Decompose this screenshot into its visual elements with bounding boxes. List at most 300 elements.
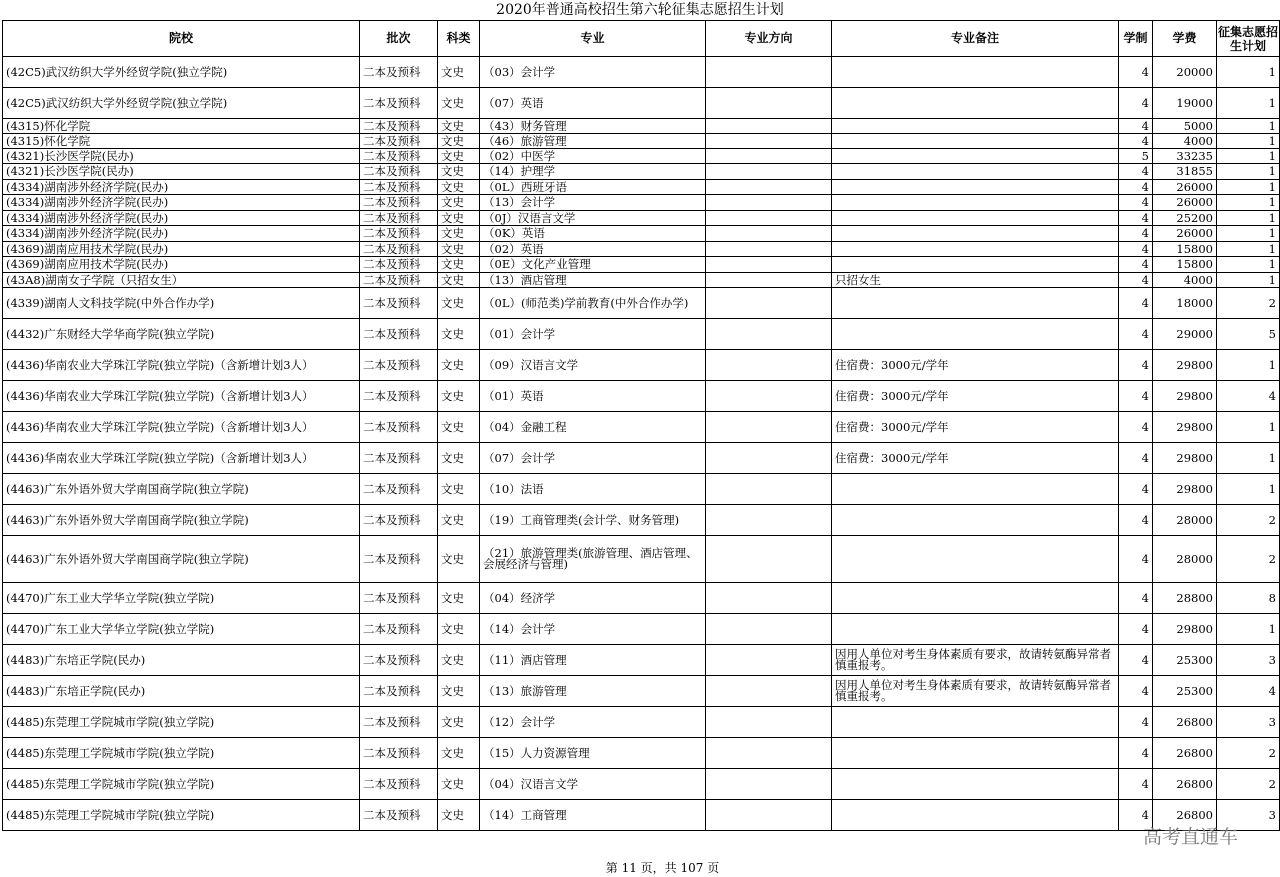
note-cell (832, 180, 1119, 195)
note-cell (832, 88, 1119, 119)
batch-cell: 二本及预科 (360, 738, 438, 769)
note-cell (832, 800, 1119, 831)
subject-cell: 文史 (438, 505, 480, 536)
header-school: 院校 (3, 21, 360, 57)
major-cell: （46）旅游管理 (480, 134, 706, 149)
batch-cell: 二本及预科 (360, 288, 438, 319)
major-cell: （14）工商管理 (480, 800, 706, 831)
plan-cell: 2 (1217, 738, 1280, 769)
subject-cell: 文史 (438, 738, 480, 769)
years-cell: 4 (1119, 381, 1153, 412)
direction-cell (706, 412, 832, 443)
table-row (3, 257, 1280, 273)
plan-cell: 1 (1217, 88, 1280, 119)
major-cell: （13）会计学 (480, 195, 706, 211)
school-cell: (4334)湖南涉外经济学院(民办) (3, 180, 360, 195)
fee-cell: 28000 (1153, 536, 1217, 583)
years-cell: 4 (1119, 676, 1153, 707)
plan-cell: 8 (1217, 583, 1280, 614)
major-cell: （04）经济学 (480, 583, 706, 614)
table-row (3, 134, 1280, 149)
note-cell: 因用人单位对考生身体素质有要求，故请转氨酶异常者慎重报考。 (832, 645, 1119, 676)
note-cell (832, 614, 1119, 645)
batch-cell: 二本及预科 (360, 164, 438, 180)
batch-cell: 二本及预科 (360, 676, 438, 707)
major-cell: （01）英语 (480, 381, 706, 412)
plan-cell: 1 (1217, 273, 1280, 288)
fee-cell: 31855 (1153, 164, 1217, 180)
school-cell: (4436)华南农业大学珠江学院(独立学院)（含新增计划3人） (3, 412, 360, 443)
direction-cell (706, 800, 832, 831)
school-cell: (4485)东莞理工学院城市学院(独立学院) (3, 769, 360, 800)
table-row (3, 164, 1280, 180)
subject-cell: 文史 (438, 474, 480, 505)
years-cell: 4 (1119, 350, 1153, 381)
subject-cell: 文史 (438, 88, 480, 119)
school-cell: (4369)湖南应用技术学院(民办) (3, 257, 360, 273)
direction-cell (706, 242, 832, 257)
batch-cell: 二本及预科 (360, 195, 438, 211)
subject-cell: 文史 (438, 676, 480, 707)
batch-cell: 二本及预科 (360, 769, 438, 800)
years-cell: 4 (1119, 242, 1153, 257)
fee-cell: 25200 (1153, 211, 1217, 226)
subject-cell: 文史 (438, 350, 480, 381)
major-cell: （19）工商管理类(会计学、财务管理) (480, 505, 706, 536)
table-row (3, 288, 1280, 319)
fee-cell: 29800 (1153, 474, 1217, 505)
years-cell: 4 (1119, 273, 1153, 288)
years-cell: 4 (1119, 257, 1153, 273)
batch-cell: 二本及预科 (360, 412, 438, 443)
years-cell: 4 (1119, 738, 1153, 769)
batch-cell: 二本及预科 (360, 614, 438, 645)
plan-cell: 4 (1217, 381, 1280, 412)
note-cell: 住宿费：3000元/学年 (832, 381, 1119, 412)
subject-cell: 文史 (438, 226, 480, 242)
plan-cell: 2 (1217, 288, 1280, 319)
table-row (3, 412, 1280, 443)
table-row (3, 676, 1280, 707)
note-cell: 住宿费：3000元/学年 (832, 350, 1119, 381)
note-cell (832, 164, 1119, 180)
major-cell: （14）会计学 (480, 614, 706, 645)
years-cell: 4 (1119, 474, 1153, 505)
fee-cell: 29800 (1153, 614, 1217, 645)
plan-cell: 1 (1217, 119, 1280, 134)
fee-cell: 29800 (1153, 412, 1217, 443)
table-row (3, 88, 1280, 119)
header-years: 学制 (1119, 21, 1153, 57)
years-cell: 4 (1119, 707, 1153, 738)
batch-cell: 二本及预科 (360, 134, 438, 149)
note-cell (832, 505, 1119, 536)
batch-cell: 二本及预科 (360, 707, 438, 738)
major-cell: （10）法语 (480, 474, 706, 505)
fee-cell: 15800 (1153, 242, 1217, 257)
batch-cell: 二本及预科 (360, 119, 438, 134)
major-cell: （04）金融工程 (480, 412, 706, 443)
direction-cell (706, 707, 832, 738)
subject-cell: 文史 (438, 645, 480, 676)
years-cell: 4 (1119, 614, 1153, 645)
subject-cell: 文史 (438, 273, 480, 288)
major-cell: （09）汉语言文学 (480, 350, 706, 381)
subject-cell: 文史 (438, 707, 480, 738)
batch-cell: 二本及预科 (360, 350, 438, 381)
note-cell: 因用人单位对考生身体素质有要求，故请转氨酶异常者慎重报考。 (832, 676, 1119, 707)
header-direction: 专业方向 (706, 21, 832, 57)
direction-cell (706, 288, 832, 319)
school-cell: (4485)东莞理工学院城市学院(独立学院) (3, 707, 360, 738)
note-cell (832, 226, 1119, 242)
years-cell: 4 (1119, 57, 1153, 88)
page-footer: 第 11 页，共 107 页 (605, 861, 720, 875)
direction-cell (706, 211, 832, 226)
table-body (3, 57, 1280, 831)
subject-cell: 文史 (438, 614, 480, 645)
batch-cell: 二本及预科 (360, 57, 438, 88)
years-cell: 4 (1119, 645, 1153, 676)
subject-cell: 文史 (438, 257, 480, 273)
watermark: 高考直通车 (1143, 826, 1239, 848)
batch-cell: 二本及预科 (360, 474, 438, 505)
fee-cell: 25300 (1153, 676, 1217, 707)
major-cell: （0L）西班牙语 (480, 180, 706, 195)
major-cell: （0J）汉语言文学 (480, 211, 706, 226)
subject-cell: 文史 (438, 536, 480, 583)
table-row (3, 443, 1280, 474)
fee-cell: 28000 (1153, 505, 1217, 536)
direction-cell (706, 195, 832, 211)
school-cell: (4339)湖南人文科技学院(中外合作办学) (3, 288, 360, 319)
school-cell: (4432)广东财经大学华商学院(独立学院) (3, 319, 360, 350)
fee-cell: 29800 (1153, 381, 1217, 412)
direction-cell (706, 676, 832, 707)
plan-cell: 5 (1217, 319, 1280, 350)
batch-cell: 二本及预科 (360, 88, 438, 119)
fee-cell: 19000 (1153, 88, 1217, 119)
fee-cell: 4000 (1153, 273, 1217, 288)
table-row (3, 738, 1280, 769)
years-cell: 4 (1119, 443, 1153, 474)
direction-cell (706, 180, 832, 195)
major-cell: （0K）英语 (480, 226, 706, 242)
header-major: 专业 (480, 21, 706, 57)
page-title: 2020年普通高校招生第六轮征集志愿招生计划 (496, 2, 784, 18)
batch-cell: 二本及预科 (360, 319, 438, 350)
major-cell: （11）酒店管理 (480, 645, 706, 676)
note-cell (832, 242, 1119, 257)
subject-cell: 文史 (438, 412, 480, 443)
fee-cell: 5000 (1153, 119, 1217, 134)
batch-cell: 二本及预科 (360, 180, 438, 195)
table-row (3, 645, 1280, 676)
years-cell: 4 (1119, 134, 1153, 149)
direction-cell (706, 88, 832, 119)
direction-cell (706, 273, 832, 288)
batch-cell: 二本及预科 (360, 381, 438, 412)
plan-cell: 4 (1217, 676, 1280, 707)
note-cell: 住宿费：3000元/学年 (832, 443, 1119, 474)
school-cell: (4369)湖南应用技术学院(民办) (3, 242, 360, 257)
years-cell: 4 (1119, 195, 1153, 211)
plan-cell: 1 (1217, 257, 1280, 273)
years-cell: 4 (1119, 536, 1153, 583)
plan-cell: 1 (1217, 614, 1280, 645)
table-row (3, 536, 1280, 583)
years-cell: 4 (1119, 412, 1153, 443)
subject-cell: 文史 (438, 149, 480, 164)
plan-cell: 3 (1217, 800, 1280, 831)
batch-cell: 二本及预科 (360, 257, 438, 273)
subject-cell: 文史 (438, 211, 480, 226)
subject-cell: 文史 (438, 381, 480, 412)
note-cell (832, 257, 1119, 273)
years-cell: 4 (1119, 288, 1153, 319)
subject-cell: 文史 (438, 242, 480, 257)
fee-cell: 26800 (1153, 800, 1217, 831)
major-cell: （02）中医学 (480, 149, 706, 164)
direction-cell (706, 536, 832, 583)
admission-plan-table (2, 20, 1280, 831)
batch-cell: 二本及预科 (360, 226, 438, 242)
plan-cell: 1 (1217, 134, 1280, 149)
years-cell: 4 (1119, 505, 1153, 536)
note-cell (832, 769, 1119, 800)
fee-cell: 29000 (1153, 319, 1217, 350)
note-cell (832, 474, 1119, 505)
fee-cell: 26000 (1153, 195, 1217, 211)
school-cell: (4334)湖南涉外经济学院(民办) (3, 226, 360, 242)
direction-cell (706, 443, 832, 474)
batch-cell: 二本及预科 (360, 505, 438, 536)
school-cell: (4321)长沙医学院(民办) (3, 164, 360, 180)
table-row (3, 319, 1280, 350)
years-cell: 4 (1119, 319, 1153, 350)
school-cell: (4334)湖南涉外经济学院(民办) (3, 195, 360, 211)
direction-cell (706, 257, 832, 273)
fee-cell: 33235 (1153, 149, 1217, 164)
table-row (3, 242, 1280, 257)
major-cell: （21）旅游管理类(旅游管理、酒店管理、会展经济与管理) (480, 536, 706, 583)
years-cell: 4 (1119, 88, 1153, 119)
batch-cell: 二本及预科 (360, 800, 438, 831)
direction-cell (706, 645, 832, 676)
subject-cell: 文史 (438, 164, 480, 180)
table-row (3, 800, 1280, 831)
subject-cell: 文史 (438, 119, 480, 134)
major-cell: （15）人力资源管理 (480, 738, 706, 769)
table-row (3, 381, 1280, 412)
header-fee: 学费 (1153, 21, 1217, 57)
batch-cell: 二本及预科 (360, 583, 438, 614)
table-row (3, 707, 1280, 738)
plan-cell: 1 (1217, 57, 1280, 88)
direction-cell (706, 149, 832, 164)
batch-cell: 二本及预科 (360, 211, 438, 226)
school-cell: (4470)广东工业大学华立学院(独立学院) (3, 614, 360, 645)
direction-cell (706, 164, 832, 180)
subject-cell: 文史 (438, 769, 480, 800)
major-cell: （43）财务管理 (480, 119, 706, 134)
major-cell: （0L）(师范类)学前教育(中外合作办学) (480, 288, 706, 319)
major-cell: （03）会计学 (480, 57, 706, 88)
direction-cell (706, 226, 832, 242)
note-cell (832, 119, 1119, 134)
years-cell: 4 (1119, 769, 1153, 800)
direction-cell (706, 119, 832, 134)
note-cell (832, 149, 1119, 164)
school-cell: (4436)华南农业大学珠江学院(独立学院)（含新增计划3人） (3, 443, 360, 474)
fee-cell: 25300 (1153, 645, 1217, 676)
direction-cell (706, 583, 832, 614)
subject-cell: 文史 (438, 583, 480, 614)
years-cell: 4 (1119, 164, 1153, 180)
fee-cell: 4000 (1153, 134, 1217, 149)
table-row (3, 149, 1280, 164)
direction-cell (706, 134, 832, 149)
direction-cell (706, 505, 832, 536)
plan-cell: 1 (1217, 226, 1280, 242)
subject-cell: 文史 (438, 57, 480, 88)
direction-cell (706, 769, 832, 800)
school-cell: (4334)湖南涉外经济学院(民办) (3, 211, 360, 226)
major-cell: （14）护理学 (480, 164, 706, 180)
table-row (3, 474, 1280, 505)
plan-cell: 1 (1217, 180, 1280, 195)
school-cell: (4483)广东培正学院(民办) (3, 676, 360, 707)
note-cell: 住宿费：3000元/学年 (832, 412, 1119, 443)
table-row (3, 211, 1280, 226)
note-cell: 只招女生 (832, 273, 1119, 288)
table-row (3, 505, 1280, 536)
table-row (3, 195, 1280, 211)
plan-cell: 1 (1217, 350, 1280, 381)
batch-cell: 二本及预科 (360, 443, 438, 474)
note-cell (832, 134, 1119, 149)
major-cell: （13）酒店管理 (480, 273, 706, 288)
major-cell: （13）旅游管理 (480, 676, 706, 707)
years-cell: 4 (1119, 119, 1153, 134)
batch-cell: 二本及预科 (360, 149, 438, 164)
direction-cell (706, 614, 832, 645)
years-cell: 5 (1119, 149, 1153, 164)
school-cell: (4470)广东工业大学华立学院(独立学院) (3, 583, 360, 614)
note-cell (832, 288, 1119, 319)
school-cell: (4485)东莞理工学院城市学院(独立学院) (3, 738, 360, 769)
years-cell: 4 (1119, 180, 1153, 195)
school-cell: (4463)广东外语外贸大学南国商学院(独立学院) (3, 474, 360, 505)
plan-cell: 2 (1217, 536, 1280, 583)
subject-cell: 文史 (438, 443, 480, 474)
batch-cell: 二本及预科 (360, 536, 438, 583)
fee-cell: 15800 (1153, 257, 1217, 273)
fee-cell: 26800 (1153, 769, 1217, 800)
table-row (3, 614, 1280, 645)
plan-cell: 3 (1217, 707, 1280, 738)
batch-cell: 二本及预科 (360, 273, 438, 288)
school-cell: (4485)东莞理工学院城市学院(独立学院) (3, 800, 360, 831)
school-cell: (42C5)武汉纺织大学外经贸学院(独立学院) (3, 57, 360, 88)
table-row (3, 769, 1280, 800)
note-cell (832, 536, 1119, 583)
subject-cell: 文史 (438, 319, 480, 350)
school-cell: (4483)广东培正学院(民办) (3, 645, 360, 676)
major-cell: （07）会计学 (480, 443, 706, 474)
note-cell (832, 583, 1119, 614)
major-cell: （12）会计学 (480, 707, 706, 738)
direction-cell (706, 381, 832, 412)
school-cell: (4315)怀化学院 (3, 134, 360, 149)
major-cell: （07）英语 (480, 88, 706, 119)
plan-cell: 1 (1217, 443, 1280, 474)
table-row (3, 226, 1280, 242)
header-note: 专业备注 (832, 21, 1119, 57)
school-cell: (43A8)湖南女子学院（只招女生） (3, 273, 360, 288)
header-batch: 批次 (360, 21, 438, 57)
plan-cell: 3 (1217, 645, 1280, 676)
years-cell: 4 (1119, 800, 1153, 831)
table-header-row (3, 21, 1280, 57)
fee-cell: 26800 (1153, 707, 1217, 738)
years-cell: 4 (1119, 583, 1153, 614)
major-cell: （02）英语 (480, 242, 706, 257)
subject-cell: 文史 (438, 180, 480, 195)
table-row (3, 119, 1280, 134)
school-cell: (4315)怀化学院 (3, 119, 360, 134)
major-cell: （0E）文化产业管理 (480, 257, 706, 273)
subject-cell: 文史 (438, 800, 480, 831)
direction-cell (706, 474, 832, 505)
school-cell: (42C5)武汉纺织大学外经贸学院(独立学院) (3, 88, 360, 119)
note-cell (832, 211, 1119, 226)
plan-cell: 1 (1217, 474, 1280, 505)
direction-cell (706, 319, 832, 350)
note-cell (832, 738, 1119, 769)
plan-cell: 2 (1217, 769, 1280, 800)
table-row (3, 180, 1280, 195)
batch-cell: 二本及预科 (360, 645, 438, 676)
subject-cell: 文史 (438, 134, 480, 149)
school-cell: (4436)华南农业大学珠江学院(独立学院)（含新增计划3人） (3, 381, 360, 412)
table-row (3, 57, 1280, 88)
plan-cell: 1 (1217, 164, 1280, 180)
header-subject: 科类 (438, 21, 480, 57)
plan-cell: 1 (1217, 242, 1280, 257)
fee-cell: 26800 (1153, 738, 1217, 769)
fee-cell: 29800 (1153, 350, 1217, 381)
major-cell: （04）汉语言文学 (480, 769, 706, 800)
plan-cell: 1 (1217, 412, 1280, 443)
batch-cell: 二本及预科 (360, 242, 438, 257)
direction-cell (706, 738, 832, 769)
school-cell: (4436)华南农业大学珠江学院(独立学院)（含新增计划3人） (3, 350, 360, 381)
plan-cell: 2 (1217, 505, 1280, 536)
note-cell (832, 707, 1119, 738)
direction-cell (706, 350, 832, 381)
table-row (3, 273, 1280, 288)
school-cell: (4321)长沙医学院(民办) (3, 149, 360, 164)
table-row (3, 350, 1280, 381)
years-cell: 4 (1119, 226, 1153, 242)
fee-cell: 26000 (1153, 180, 1217, 195)
plan-cell: 1 (1217, 149, 1280, 164)
plan-cell: 1 (1217, 211, 1280, 226)
table-row (3, 583, 1280, 614)
subject-cell: 文史 (438, 195, 480, 211)
major-cell: （01）会计学 (480, 319, 706, 350)
